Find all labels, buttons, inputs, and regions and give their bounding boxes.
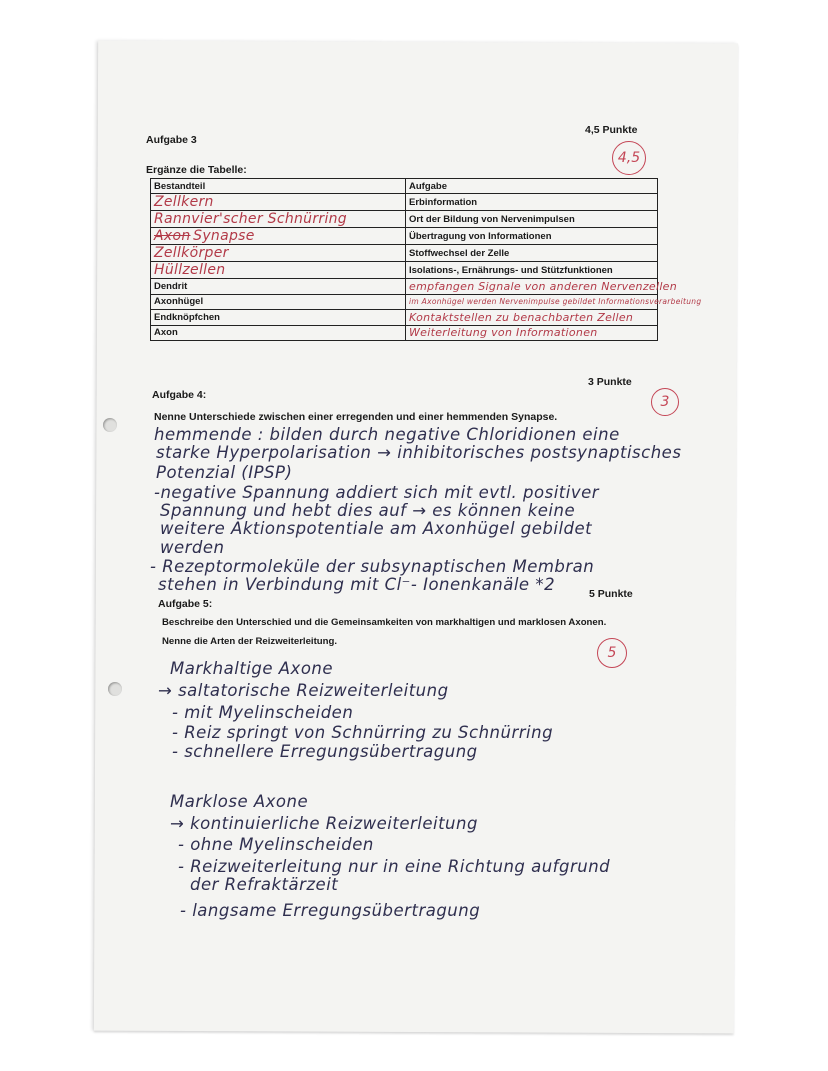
table-header-row (151, 179, 658, 194)
row-task: Ort der Bildung von Nervenimpulsen (406, 211, 658, 228)
row-part: Axonhügel (151, 294, 406, 309)
row-task: Isolations-, Ernährungs- und Stützfunktionen (406, 262, 658, 279)
answer4-line: weitere Aktionspotentiale am Axonhügel gebildet (160, 519, 593, 538)
row-task: empfangen Signale von anderen Nervenzellen (406, 279, 658, 294)
aufgabe5-score: 5 (597, 638, 627, 668)
answer5-line: - ohne Myelinscheiden (178, 835, 374, 854)
answer5-line: → kontinuierliche Reizweiterleitung (170, 814, 478, 833)
aufgabe4-score: 3 (651, 388, 679, 416)
answer5-line: - Reizweiterleitung nur in eine Richtung aufgrund (178, 857, 611, 876)
answer5-line: - Reiz springt von Schnürring zu Schnürring (172, 723, 554, 742)
aufgabe3-score: 4,5 (612, 141, 646, 175)
row-part: Zellkörper (151, 245, 406, 262)
row-task: im Axonhügel werden Nervenimpulse gebildet Informationsverarbeitung (406, 294, 658, 309)
aufgabe5-instruction-1: Beschreibe den Unterschied und die Gemeinsamkeiten von markhaltigen und marklosen Axonen. (162, 617, 607, 628)
table-row (151, 245, 658, 262)
answer5-line: der Refraktärzeit (190, 875, 339, 894)
answer5-line: - schnellere Erregungsübertragung (172, 742, 478, 761)
answer4-line: - Rezeptormoleküle der subsynaptischen Membran (150, 557, 595, 576)
answer4-line: Potenzial (IPSP) (156, 463, 293, 482)
answer4-line: hemmende : bilden durch negative Chloridionen eine (154, 425, 620, 444)
table-row (151, 325, 658, 340)
answer4-line: stehen in Verbindung mit Cl⁻- Ionenkanäle *2 (158, 575, 556, 594)
aufgabe3-points: 4,5 Punkte (585, 124, 638, 136)
answer5-line: - mit Myelinscheiden (172, 703, 354, 722)
punch-hole-bottom (108, 682, 122, 696)
header-aufgabe: Aufgabe (406, 179, 658, 194)
aufgabe4-instruction: Nenne Unterschiede zwischen einer erregenden und einer hemmenden Synapse. (154, 411, 558, 423)
row-part: Hüllzellen (151, 262, 406, 279)
answer4-line: starke Hyperpolarisation → inhibitorisches postsynaptisches (156, 443, 682, 462)
row-task: Übertragung von Informationen (406, 228, 658, 245)
row-part: Axon Synapse (151, 228, 406, 245)
row-task: Erbinformation (406, 194, 658, 211)
answer5-line: Marklose Axone (170, 792, 309, 811)
row-part: Zellkern (151, 194, 406, 211)
table-row (151, 194, 658, 211)
answer4-line: -negative Spannung addiert sich mit evtl. positiver (154, 483, 600, 502)
table-row (151, 211, 658, 228)
answer5-line: - langsame Erregungsübertragung (180, 901, 481, 920)
row-task: Kontaktstellen zu benachbarten Zellen (406, 310, 658, 325)
table-row (151, 294, 658, 309)
aufgabe4-title: Aufgabe 4: (152, 389, 207, 401)
row-part: Rannvier'scher Schnürring (151, 211, 406, 228)
row-task: Weiterleitung von Informationen (406, 325, 658, 340)
punch-hole-top (103, 418, 117, 432)
aufgabe5-instruction-2: Nenne die Arten der Reizweiterleitung. (162, 636, 338, 647)
aufgabe5-points: 5 Punkte (589, 588, 633, 600)
row-part: Endknöpfchen (151, 310, 406, 325)
table-row (151, 262, 658, 279)
table-row (151, 310, 658, 325)
table-row (151, 228, 658, 245)
aufgabe4-points: 3 Punkte (588, 376, 632, 388)
aufgabe5-title: Aufgabe 5: (158, 598, 213, 610)
row-part: Axon (151, 325, 406, 340)
table-row (151, 279, 658, 294)
answer5-line: → saltatorische Reizweiterleitung (158, 681, 449, 700)
row-task: Stoffwechsel der Zelle (406, 245, 658, 262)
aufgabe3-instruction: Ergänze die Tabelle: (146, 164, 247, 176)
aufgabe3-title: Aufgabe 3 (146, 134, 197, 146)
answer4-line: Spannung und hebt dies auf → es können keine (160, 501, 576, 520)
header-bestandteil: Bestandteil (151, 179, 406, 194)
answer4-line: werden (160, 538, 225, 557)
answer5-line: Markhaltige Axone (170, 659, 334, 678)
components-table (150, 178, 702, 341)
row-part: Dendrit (151, 279, 406, 294)
